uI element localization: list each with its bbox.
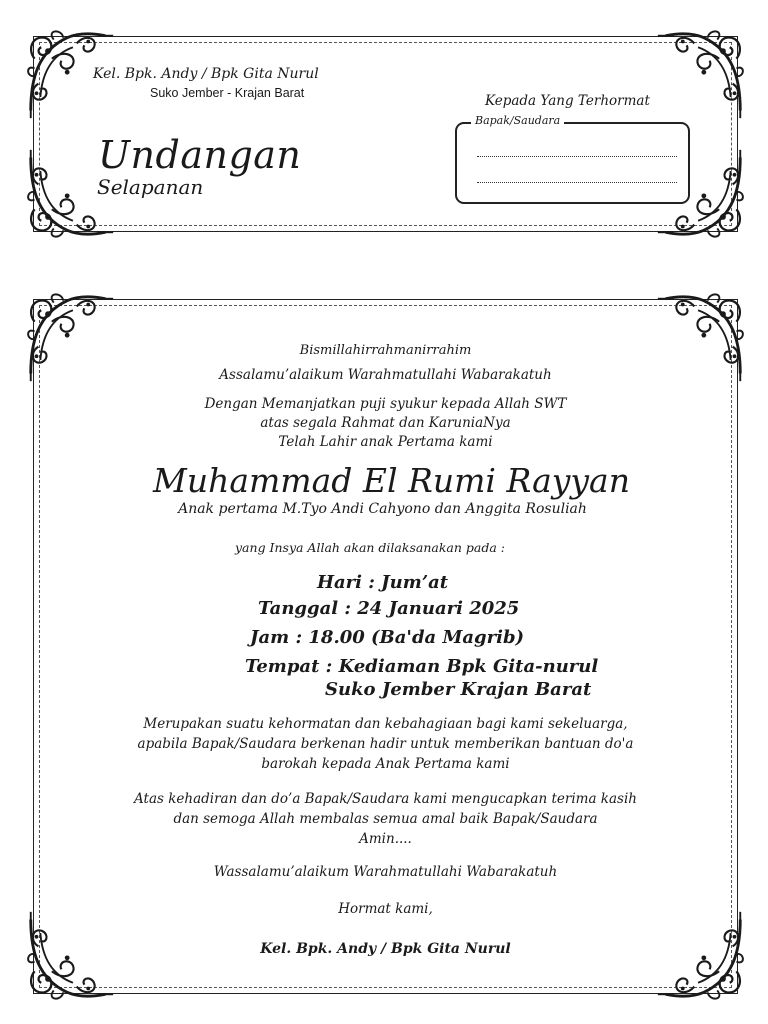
sender-address: Suko Jember - Krajan Barat [150,86,305,100]
thanks-line: dan semoga Allah membalas semua amal baik Bapak/Saudara [173,811,598,827]
event-day: Hari : Jum’at [317,572,449,593]
signature-text: Kel. Bpk. Andy / Bpk Gita Nurul [260,941,511,957]
wassalam-text: Wassalamu’alaikum Warahmatullahi Wabarakatuh [213,864,558,880]
parents-text: Anak pertama M.Tyo Andi Cahyono dan Anggita Rosuliah [178,501,587,517]
thanks-line: Atas kehadiran dan do’a Bapak/Saudara kami mengucapkan terima kasih [134,791,637,807]
envelope-title: Undangan [98,133,302,177]
ornament-corner-top-right-icon [654,30,746,122]
event-place: Tempat : Kediaman Bpk Gita-nurul [245,656,599,677]
closing-line: Merupakan suatu kehormatan dan kebahagiaan bagi kami sekeluarga, [143,716,628,732]
event-time: Jam : 18.00 (Ba'da Magrib) [250,627,525,648]
recipient-box [455,114,690,204]
invitation-card [25,293,746,1000]
recipient-name-line [477,156,677,157]
baby-name: Muhammad El Rumi Rayyan [153,461,630,500]
salam-text: Assalamu’alaikum Warahmatullahi Wabarakatuh [219,367,552,383]
intro-line: Telah Lahir anak Pertama kami [278,434,493,450]
sender-name: Kel. Bpk. Andy / Bpk Gita Nurul [93,66,319,82]
event-date: Tanggal : 24 Januari 2025 [258,598,520,619]
intro-line: Dengan Memanjatkan puji syukur kepada Allah SWT [204,396,567,412]
hormat-text: Hormat kami, [338,901,433,917]
closing-line: apabila Bapak/Saudara berkenan hadir untuk memberikan bantuan do'a [137,736,634,752]
recipient-label: Bapak/Saudara [471,114,564,127]
envelope-card [25,30,746,238]
closing-line: barokah kepada Anak Pertama kami [261,756,510,772]
intro-line: atas segala Rahmat dan KaruniaNya [260,415,511,431]
thanks-line: Amin.... [359,831,412,847]
recipient-heading: Kepada Yang Terhormat [485,93,650,109]
recipient-address-line [477,182,677,183]
schedule-intro: yang Insya Allah akan dilaksanakan pada : [235,540,505,555]
bismillah-text: Bismillahirrahmanirrahim [299,343,472,358]
event-place-address: Suko Jember Krajan Barat [325,679,592,700]
envelope-subtitle: Selapanan [97,175,204,199]
